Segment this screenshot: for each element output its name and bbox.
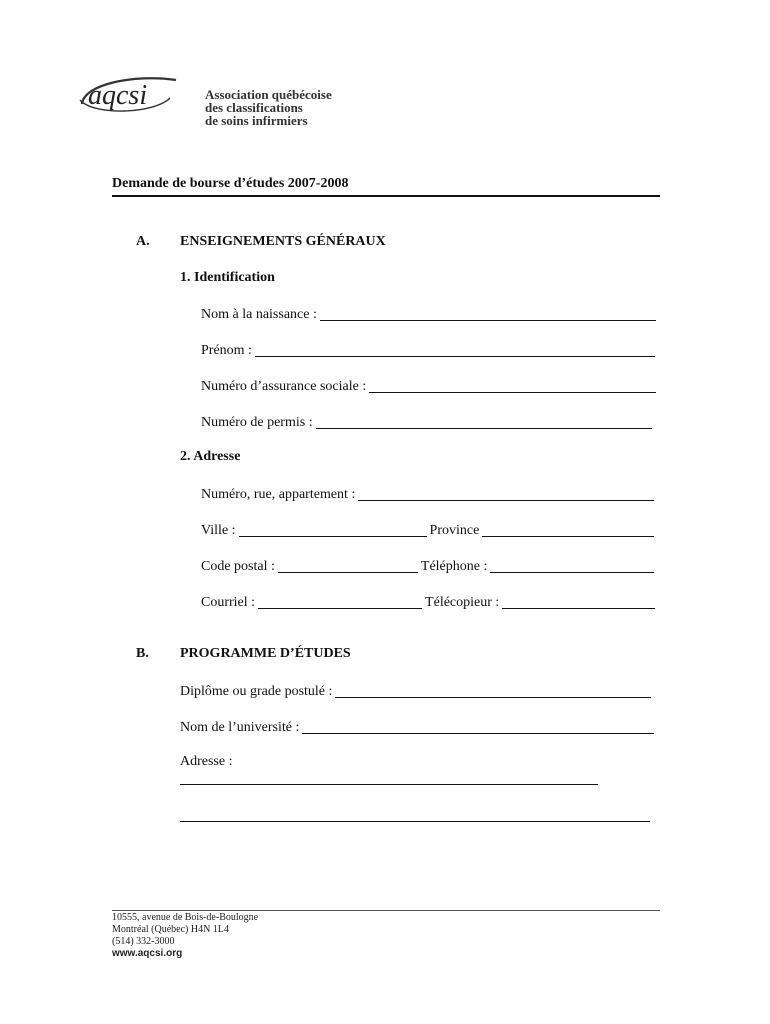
ville-label: Ville : xyxy=(201,523,236,538)
aqcsi-logo xyxy=(74,70,184,120)
field-nas xyxy=(201,377,656,395)
footer-phone: (514) 332-3000 xyxy=(112,936,175,947)
org-name-line-3: de soins infirmiers xyxy=(205,113,308,128)
telephone-label: Téléphone : xyxy=(420,559,488,574)
org-name-line-2: des classifications xyxy=(205,100,303,115)
logo-text: aqcsi xyxy=(88,80,148,111)
telecopieur-label: Télécopieur : xyxy=(425,595,500,610)
diplome-label: Diplôme ou grade postulé : xyxy=(180,684,333,699)
field-permis xyxy=(201,413,652,431)
universite-label: Nom de l’université : xyxy=(180,720,300,735)
field-universite xyxy=(180,718,654,736)
adresse-heading: 2. Adresse xyxy=(180,449,241,464)
section-a-heading: ENSEIGNEMENTS GÉNÉRAUX xyxy=(180,234,386,249)
footer-address-2: Montréal (Québec) H4N 1L4 xyxy=(112,924,229,935)
footer-divider xyxy=(112,910,660,911)
section-a-letter: A. xyxy=(136,234,150,249)
universite-input-line[interactable] xyxy=(302,719,654,734)
province-input-line[interactable] xyxy=(482,522,654,537)
diplome-input-line[interactable] xyxy=(335,683,651,698)
prenom-input-line[interactable] xyxy=(255,342,655,357)
adresse-universite-line-2[interactable] xyxy=(180,821,650,822)
field-diplome xyxy=(180,682,651,700)
rue-input-line[interactable] xyxy=(358,486,654,501)
permis-label: Numéro de permis : xyxy=(201,415,313,430)
nas-label: Numéro d’assurance sociale : xyxy=(201,379,367,394)
telecopieur-input-line[interactable] xyxy=(502,594,655,609)
section-b-heading: PROGRAMME D’ÉTUDES xyxy=(180,646,351,661)
field-nom-naissance xyxy=(201,305,656,323)
code-postal-input-line[interactable] xyxy=(278,558,418,573)
form-title: Demande de bourse d’études 2007-2008 xyxy=(112,176,349,191)
ville-input-line[interactable] xyxy=(239,522,427,537)
nom-naissance-input-line[interactable] xyxy=(320,306,656,321)
rue-label: Numéro, rue, appartement : xyxy=(201,487,356,502)
footer-address-1: 10555, avenue de Bois-de-Boulogne xyxy=(112,912,259,923)
org-name-line-1: Association québécoise xyxy=(205,87,332,102)
courriel-input-line[interactable] xyxy=(258,594,422,609)
title-divider xyxy=(112,195,660,197)
field-code-telephone xyxy=(201,557,654,575)
code-postal-label: Code postal : xyxy=(201,559,275,574)
permis-input-line[interactable] xyxy=(316,414,652,429)
prenom-label: Prénom : xyxy=(201,343,252,358)
telephone-input-line[interactable] xyxy=(490,558,654,573)
field-rue xyxy=(201,485,654,503)
section-b-letter: B. xyxy=(136,646,149,661)
adresse-universite-label: Adresse : xyxy=(180,754,233,769)
footer-website-link[interactable]: www.aqcsi.org xyxy=(112,948,183,959)
field-ville-province xyxy=(201,521,654,539)
nom-naissance-label: Nom à la naissance : xyxy=(201,307,317,322)
nas-input-line[interactable] xyxy=(369,378,656,393)
field-prenom xyxy=(201,341,655,359)
province-label: Province xyxy=(429,523,480,538)
adresse-universite-line-1[interactable] xyxy=(180,784,598,785)
field-courriel-telecopieur xyxy=(201,593,655,611)
identification-heading: 1. Identification xyxy=(180,270,275,285)
courriel-label: Courriel : xyxy=(201,595,256,610)
